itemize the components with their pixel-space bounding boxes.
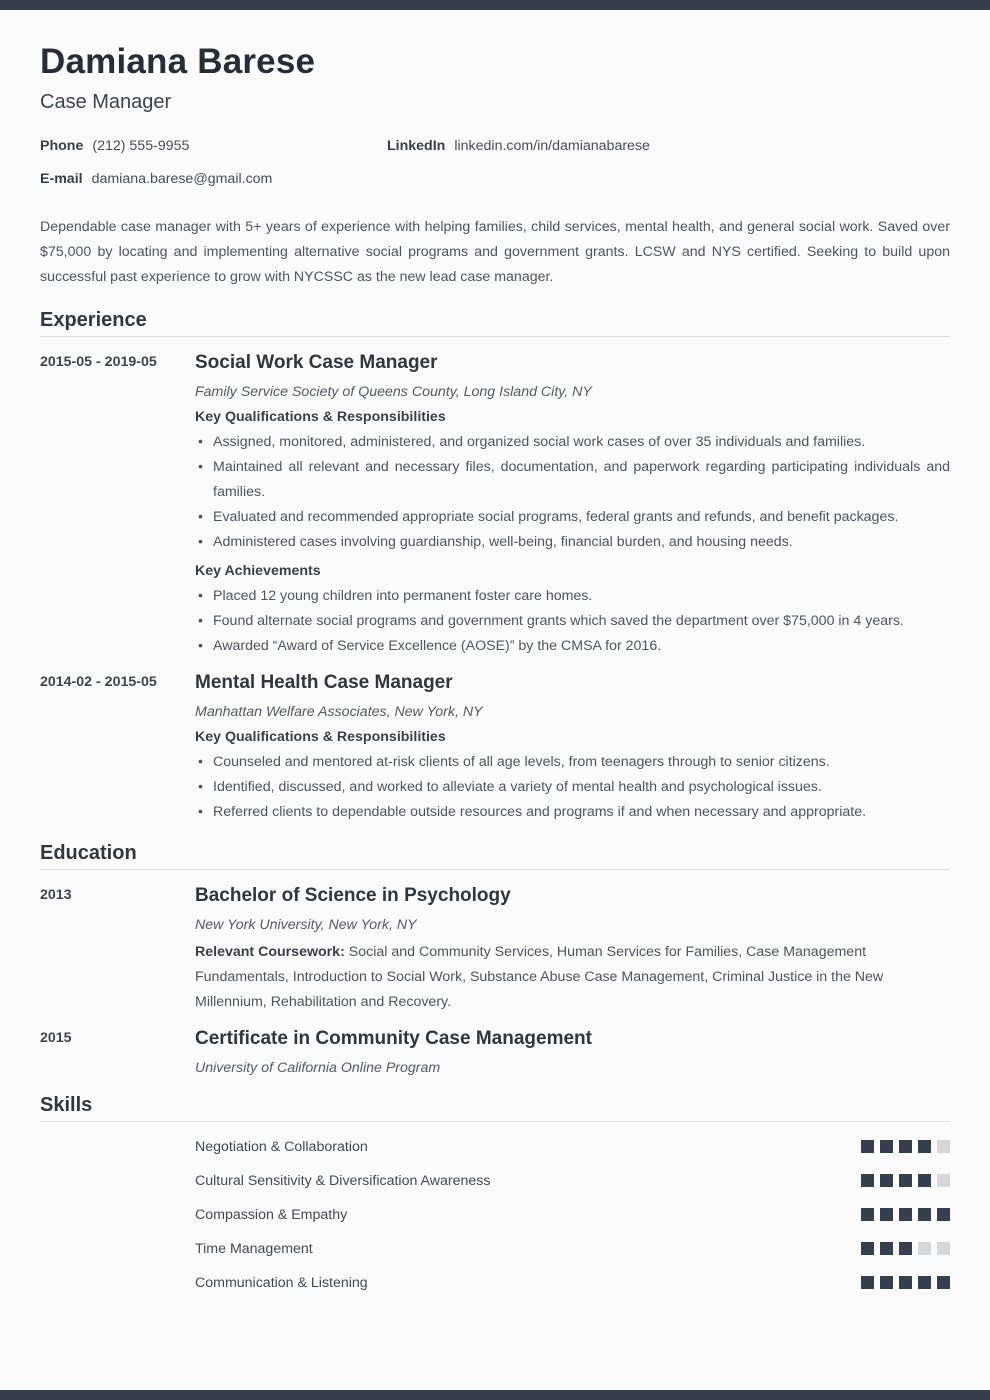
skill-label: Communication & Listening xyxy=(195,1274,368,1291)
skill-label: Compassion & Empathy xyxy=(195,1206,348,1223)
skill-filled-square xyxy=(918,1208,931,1221)
bullet-list xyxy=(195,584,950,659)
bullet-item: • Maintained all relevant and necessary files, documentation, and paperwork regarding participating individuals and families. xyxy=(195,455,950,505)
contact-phone xyxy=(40,138,387,156)
entry-school: University of California Online Program xyxy=(195,1060,441,1076)
experience-section-heading: Experience xyxy=(40,309,147,331)
skill-filled-square xyxy=(880,1174,893,1187)
skill-level-indicator xyxy=(855,1276,950,1289)
bullet-item: • Counseled and mentored at-risk clients of all age levels, from teenagers through to senior citizens. xyxy=(195,750,950,775)
resume-content xyxy=(0,10,990,1390)
entry-dates: 2014-02 - 2015-05 xyxy=(40,674,157,690)
skill-empty-square xyxy=(937,1242,950,1255)
bullet-item: • Found alternate social programs and government grants which saved the department over $75,000 in 4 years. xyxy=(195,609,950,634)
education-section-heading: Education xyxy=(40,842,137,864)
bullet-item: • Identified, discussed, and worked to alleviate a variety of mental health and psychological issues. xyxy=(195,775,950,800)
entry-degree: Certificate in Community Case Management xyxy=(195,1028,592,1049)
entry-body xyxy=(195,671,950,825)
skill-filled-square xyxy=(880,1276,893,1289)
bullet-list xyxy=(195,430,950,555)
skill-empty-square xyxy=(918,1242,931,1255)
skill-row xyxy=(195,1270,950,1295)
skill-filled-square xyxy=(861,1276,874,1289)
bullet-item: • Awarded “Award of Service Excellence (AOSE)” by the CMSA for 2016. xyxy=(195,634,950,659)
skill-filled-square xyxy=(899,1140,912,1153)
email-label: E-mail xyxy=(40,171,83,187)
professional-summary: Dependable case manager with 5+ years of experience with helping families, child services, mental health, and general social work. Saved over $75,000 by locating and implementing alternative social programs and government grants. LCSW and NYS certified. Seeking to build upon successful past experience to grow with NYCSSC as the new lead case manager. xyxy=(40,219,950,285)
bullet-list xyxy=(195,750,950,825)
skill-level-indicator xyxy=(855,1208,950,1221)
skill-row xyxy=(195,1236,950,1261)
linkedin-value: linkedin.com/in/damianabarese xyxy=(454,138,650,154)
skills-list xyxy=(40,1134,950,1295)
skill-label: Time Management xyxy=(195,1240,313,1257)
skill-filled-square xyxy=(880,1140,893,1153)
education-section-divider xyxy=(40,869,950,870)
entry-body xyxy=(195,1027,950,1077)
skill-label: Cultural Sensitivity & Diversification Awareness xyxy=(195,1172,491,1189)
skill-filled-square xyxy=(861,1174,874,1187)
top-accent-bar xyxy=(0,0,990,10)
bullet-item: • Placed 12 young children into permanent foster care homes. xyxy=(195,584,950,609)
bullet-item: • Evaluated and recommended appropriate social programs, federal grants and refunds, and benefit packages. xyxy=(195,505,950,530)
contact-linkedin xyxy=(387,138,950,156)
skill-level-indicator xyxy=(855,1242,950,1255)
entry-dates: 2015-05 - 2019-05 xyxy=(40,354,157,370)
bullet-item: • Assigned, monitored, administered, and organized social work cases of over 35 individuals and families. xyxy=(195,430,950,455)
phone-value: (212) 555-9955 xyxy=(92,138,190,154)
bullet-item: • Referred clients to dependable outside resources and programs if and when necessary and appropriate. xyxy=(195,800,950,825)
skill-filled-square xyxy=(861,1242,874,1255)
experience-section-divider xyxy=(40,336,950,337)
group-heading: Key Qualifications & Responsibilities xyxy=(195,729,446,745)
bottom-accent-bar xyxy=(0,1390,990,1400)
education-entry xyxy=(40,884,950,1015)
entry-degree: Bachelor of Science in Psychology xyxy=(195,885,511,906)
coursework-detail xyxy=(195,940,950,1015)
coursework-text: Social and Community Services, Human Services for Families, Case Management Fundamentals, Introduction to Social Work, Substance Abuse Case Management, Criminal Justice in the New Millennium, Rehabilitation and Recovery. xyxy=(195,944,884,1010)
skill-level-indicator xyxy=(855,1140,950,1153)
skill-level-indicator xyxy=(855,1174,950,1187)
entry-dates: 2013 xyxy=(40,887,72,903)
skill-filled-square xyxy=(861,1208,874,1221)
skill-filled-square xyxy=(880,1242,893,1255)
entry-organization: Manhattan Welfare Associates, New York, NY xyxy=(195,704,483,720)
education-entry xyxy=(40,1027,950,1077)
skill-row xyxy=(195,1168,950,1193)
skill-filled-square xyxy=(918,1140,931,1153)
contact-email xyxy=(40,171,387,189)
bullet-item: • Administered cases involving guardianship, well-being, financial burden, and housing needs. xyxy=(195,530,950,555)
candidate-name: Damiana Barese xyxy=(40,42,316,81)
skill-filled-square xyxy=(899,1174,912,1187)
linkedin-label: LinkedIn xyxy=(387,138,446,154)
entry-role: Social Work Case Manager xyxy=(195,352,438,373)
contact-info xyxy=(40,138,950,189)
skill-row xyxy=(195,1134,950,1159)
candidate-job-title: Case Manager xyxy=(40,91,172,113)
skill-filled-square xyxy=(937,1208,950,1221)
email-value: damiana.barese@gmail.com xyxy=(91,171,273,187)
experience-entry xyxy=(40,671,950,825)
group-heading: Key Qualifications & Responsibilities xyxy=(195,409,446,425)
phone-label: Phone xyxy=(40,138,84,154)
skill-empty-square xyxy=(937,1140,950,1153)
entry-dates: 2015 xyxy=(40,1030,72,1046)
coursework-label: Relevant Coursework: xyxy=(195,944,345,960)
group-heading: Key Achievements xyxy=(195,563,321,579)
skill-filled-square xyxy=(899,1208,912,1221)
experience-entry xyxy=(40,351,950,659)
entry-organization: Family Service Society of Queens County, Long Island City, NY xyxy=(195,384,592,400)
skill-filled-square xyxy=(918,1276,931,1289)
skill-row xyxy=(195,1202,950,1227)
entry-role: Mental Health Case Manager xyxy=(195,672,453,693)
entry-school: New York University, New York, NY xyxy=(195,917,417,933)
entry-body xyxy=(195,351,950,659)
skill-filled-square xyxy=(880,1208,893,1221)
skill-filled-square xyxy=(899,1276,912,1289)
skill-label: Negotiation & Collaboration xyxy=(195,1138,368,1155)
skills-section-divider xyxy=(40,1121,950,1122)
skill-filled-square xyxy=(918,1174,931,1187)
skills-section-heading: Skills xyxy=(40,1094,93,1116)
resume-header xyxy=(40,42,950,189)
entry-body xyxy=(195,884,950,1015)
skill-empty-square xyxy=(937,1174,950,1187)
skill-filled-square xyxy=(861,1140,874,1153)
skill-filled-square xyxy=(937,1276,950,1289)
skill-filled-square xyxy=(899,1242,912,1255)
